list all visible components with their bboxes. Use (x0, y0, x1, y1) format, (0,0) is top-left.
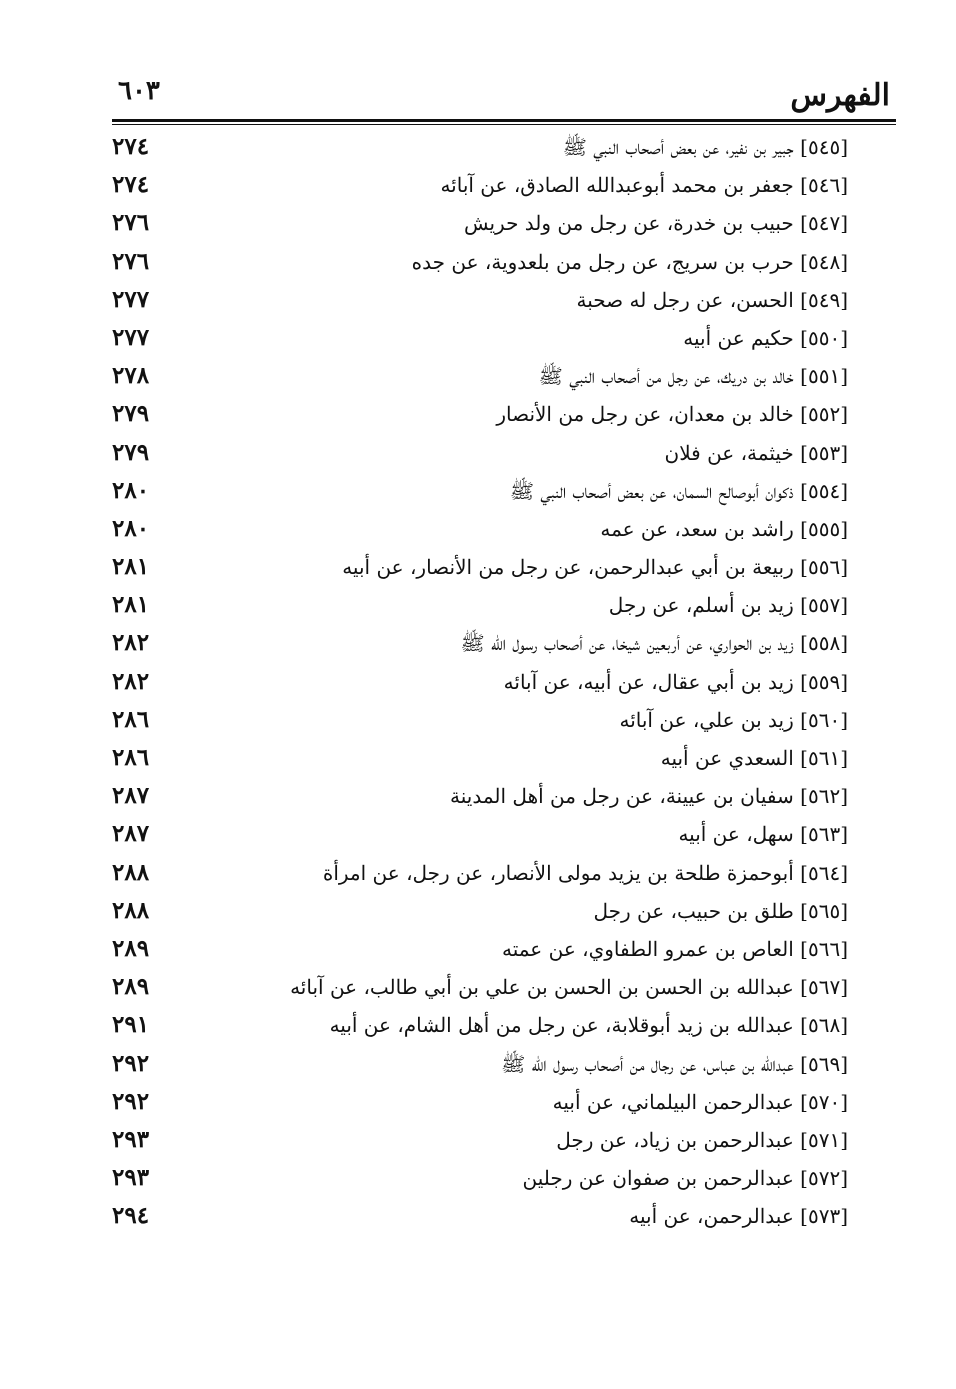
entry-number: ٥٥٨ (807, 631, 841, 656)
index-entry (112, 972, 848, 1010)
entry-page-number: ٢٨١ (112, 591, 150, 619)
entry-title: خالد بن معدان، عن رجل من الأنصار (496, 402, 794, 427)
entry-number: ٥٦٨ (807, 1013, 841, 1038)
entry-title: خالد بن دريك، عن رجل من أصحاب النبي ﷺ (538, 364, 794, 389)
entry-number: ٥٥٣ (807, 440, 841, 465)
index-entry (112, 552, 848, 590)
index-entry (112, 1049, 848, 1087)
entry-number: ٥٤٦ (807, 173, 841, 198)
entry-page-number: ٢٨٧ (112, 820, 150, 848)
entry-number: ٥٥٤ (807, 478, 841, 503)
entry-page-number: ٢٩١ (112, 1011, 150, 1039)
entry-page-number: ٢٩٢ (112, 1087, 150, 1115)
index-entry (112, 858, 848, 896)
index-entry (112, 247, 848, 285)
index-entry (112, 743, 848, 781)
entry-title: زيد بن أسلم، عن رجل (608, 593, 794, 618)
entry-text-line: [٥٤٨] حرب بن سريج، عن رجل من بلعدوية، عن جده (411, 249, 848, 274)
index-entry (112, 132, 848, 170)
entry-text-line: [٥٦٦] العاص بن عمرو الطفاوي، عن عمته (501, 936, 848, 961)
index-entry (112, 781, 848, 819)
entry-title: ذكوان أبوصالح السمان، عن بعض أصحاب النبي ﷺ (509, 478, 794, 503)
entry-text-line: [٥٥٧] زيد بن أسلم، عن رجل (608, 593, 848, 618)
index-entry (112, 323, 848, 361)
index-entry (112, 590, 848, 628)
entry-page-number: ٢٨٨ (112, 896, 150, 924)
entry-number: ٥٦٥ (807, 898, 841, 923)
entry-number: ٥٦٣ (807, 822, 841, 847)
entry-title: عبدالرحمن البيلماني، عن أبيه (552, 1089, 794, 1114)
entry-text-line: [٥٦٥] طلق بن حبيب، عن رجل (593, 898, 848, 923)
entry-text-line: [٥٧٠] عبدالرحمن البيلماني، عن أبيه (552, 1089, 848, 1114)
entry-text-line: [٥٦٤] أبوحمزة طلحة بن يزيد مولى الأنصار، عن رجل، عن امرأة (322, 860, 848, 885)
entry-number: ٥٤٧ (807, 211, 841, 236)
entry-page-number: ٢٧٧ (112, 285, 150, 313)
entry-text-line: [٥٥٠] حكيم عن أبيه (683, 325, 848, 350)
entry-title: جبير بن نفير، عن بعض أصحاب النبي ﷺ (562, 135, 794, 159)
entry-text-line: [٥٥٦] ربيعة بن أبي عبدالرحمن، عن رجل من الأنصار، عن أبيه (342, 555, 848, 580)
entry-number: ٥٧٠ (807, 1089, 841, 1114)
entry-page-number: ٢٧٩ (112, 438, 150, 466)
entry-title: عبدالرحمن، عن أبيه (629, 1204, 794, 1229)
header-rule (112, 119, 896, 122)
entry-title: العاص بن عمرو الطفاوي، عن عمته (501, 936, 794, 961)
entry-text-line: [٥٧٢] عبدالرحمن بن صفوان عن رجلين (522, 1166, 848, 1191)
entry-title: السعدي عن أبيه (660, 746, 794, 770)
page-header (112, 78, 896, 118)
entry-text-line: [٥٥٩] زيد بن أبي عقال، عن أبيه، عن آبائه (503, 669, 848, 694)
entry-title: حبيب بن خدرة، عن رجل من ولد حريش (463, 211, 794, 236)
entry-page-number: ٢٨٩ (112, 973, 150, 1001)
page-number: ٦٠٣ (118, 76, 160, 106)
entry-title: سهل، عن أبيه (678, 822, 794, 847)
index-entry (112, 896, 848, 934)
entry-text-line: [٥٥٥] راشد بن سعد، عن عمه (600, 516, 848, 541)
entry-text-line: [٥٥٢] خالد بن معدان، عن رجل من الأنصار (496, 402, 848, 427)
entry-page-number: ٢٨٢ (112, 629, 150, 657)
entry-title: عبدالرحمن بن صفوان عن رجلين (522, 1166, 794, 1191)
entry-page-number: ٢٨٠ (112, 476, 150, 504)
entry-page-number: ٢٩٣ (112, 1164, 150, 1192)
entry-text-line: [٥٥٤] ذكوان أبوصالح السمان، عن بعض أصحاب النبي ﷺ (509, 478, 848, 503)
index-entry (112, 476, 848, 514)
entry-page-number: ٢٩٢ (112, 1049, 150, 1077)
entry-text-line: [٥٤٦] جعفر بن محمد أبوعبدالله الصادق، عن آبائه (440, 173, 848, 198)
index-entry (112, 1087, 848, 1125)
entry-title: حكيم عن أبيه (683, 325, 794, 350)
entry-text-line: [٥٦٧] عبدالله بن الحسن بن الحسن بن علي بن أبي طالب، عن آبائه (290, 975, 848, 1000)
index-entry (112, 208, 848, 246)
entry-page-number: ٢٧٦ (112, 247, 150, 275)
entry-number: ٥٤٨ (807, 249, 841, 274)
entry-title: عبدالله بن الحسن بن الحسن بن علي بن أبي طالب، عن آبائه (290, 975, 794, 1000)
entry-title: زيد بن الحواري، عن أربعين شيخا، عن أصحاب رسول الله ﷺ (460, 631, 794, 656)
index-entry (112, 438, 848, 476)
entry-text-line: [٥٤٧] حبيب بن خدرة، عن رجل من ولد حريش (463, 211, 848, 236)
entry-number: ٥٥٧ (807, 593, 841, 618)
entry-page-number: ٢٨٢ (112, 667, 150, 695)
entry-number: ٥٦١ (807, 746, 841, 770)
entry-page-number: ٢٧٤ (112, 171, 150, 199)
entry-page-number: ٢٩٣ (112, 1125, 150, 1153)
entry-text-line: [٥٦٠] زيد بن علي، عن آبائه (619, 707, 848, 732)
index-entry (112, 628, 848, 666)
entry-title: خيثمة، عن فلان (664, 440, 794, 465)
entry-page-number: ٢٨٦ (112, 705, 150, 733)
entry-text-line: [٥٧١] عبدالرحمن بن زياد، عن رجل (556, 1127, 848, 1152)
index-entry (112, 361, 848, 399)
entry-number: ٥٥١ (807, 364, 841, 389)
entry-number: ٥٦٢ (807, 784, 841, 809)
entry-title: سفيان بن عيينة، عن رجل من أهل المدينة (450, 784, 794, 809)
entry-text-line: [٥٦٩] عبدالله بن عباس، عن رجال من أصحاب رسول الله ﷺ (501, 1051, 848, 1076)
entry-number: ٥٧٢ (807, 1166, 841, 1191)
entry-title: طلق بن حبيب، عن رجل (593, 898, 794, 923)
entry-title: عبدالله بن زيد أبوقلابة، عن رجل من أهل الشام، عن أبيه (329, 1013, 794, 1038)
entry-text-line: [٥٤٩] الحسن، عن رجل له صحبة (576, 287, 848, 312)
entry-number: ٥٦٧ (807, 975, 841, 1000)
entry-text-line: [٥٦١] السعدي عن أبيه (660, 746, 848, 770)
entry-number: ٥٧١ (807, 1127, 841, 1152)
entry-title: جعفر بن محمد أبوعبدالله الصادق، عن آبائه (440, 173, 794, 198)
index-entry (112, 667, 848, 705)
entry-number: ٥٧٣ (807, 1204, 841, 1229)
entry-page-number: ٢٧٧ (112, 323, 150, 351)
index-entry (112, 1201, 848, 1239)
index-entry (112, 1125, 848, 1163)
entry-title: زيد بن علي، عن آبائه (619, 707, 794, 732)
index-entry (112, 285, 848, 323)
entry-page-number: ٢٧٨ (112, 362, 150, 390)
entry-page-number: ٢٧٦ (112, 209, 150, 237)
entry-number: ٥٥٢ (807, 402, 841, 427)
index-entry (112, 399, 848, 437)
entry-page-number: ٢٨٨ (112, 858, 150, 886)
entry-page-number: ٢٨٦ (112, 744, 150, 771)
entry-number: ٥٦٩ (807, 1051, 841, 1076)
entry-page-number: ٢٩٤ (112, 1202, 150, 1230)
entry-number: ٥٤٥ (807, 135, 841, 159)
entry-number: ٥٥٥ (807, 516, 841, 541)
entry-number: ٥٦٦ (807, 936, 841, 961)
entry-page-number: ٢٨٧ (112, 782, 150, 810)
entry-number: ٥٥٠ (807, 325, 841, 350)
entry-number: ٥٥٦ (807, 555, 841, 580)
entry-title: راشد بن سعد، عن عمه (600, 516, 794, 541)
entry-text-line: [٥٥٨] زيد بن الحواري، عن أربعين شيخا، عن أصحاب رسول الله ﷺ (460, 631, 848, 656)
index-entry (112, 1163, 848, 1201)
entry-title: عبدالرحمن بن زياد، عن رجل (556, 1127, 794, 1152)
entry-page-number: ٢٨٠ (112, 514, 150, 542)
entry-text-line: [٥٤٥] جبير بن نفير، عن بعض أصحاب النبي ﷺ (562, 135, 848, 159)
index-entry (112, 170, 848, 208)
entry-page-number: ٢٧٩ (112, 400, 150, 428)
entry-title: ربيعة بن أبي عبدالرحمن، عن رجل من الأنصار، عن أبيه (342, 555, 794, 580)
index-entry (112, 705, 848, 743)
entry-title: أبوحمزة طلحة بن يزيد مولى الأنصار، عن رجل، عن امرأة (322, 860, 794, 885)
entry-page-number: ٢٧٤ (112, 133, 150, 160)
entry-title: عبدالله بن عباس، عن رجال من أصحاب رسول الله ﷺ (501, 1051, 794, 1076)
entry-text-line: [٥٧٣] عبدالرحمن، عن أبيه (629, 1204, 848, 1229)
entry-text-line: [٥٥٣] خيثمة، عن فلان (664, 440, 848, 465)
entry-title: زيد بن أبي عقال، عن أبيه، عن آبائه (503, 669, 794, 694)
page-title: الفهرس (790, 78, 890, 113)
entry-page-number: ٢٨٩ (112, 934, 150, 962)
entry-title: الحسن، عن رجل له صحبة (576, 287, 794, 312)
entry-text-line: [٥٥١] خالد بن دريك، عن رجل من أصحاب النبي ﷺ (538, 364, 848, 389)
entry-number: ٥٦٠ (807, 707, 841, 732)
entry-text-line: [٥٦٨] عبدالله بن زيد أبوقلابة، عن رجل من أهل الشام، عن أبيه (329, 1013, 848, 1038)
entry-text-line: [٥٦٢] سفيان بن عيينة، عن رجل من أهل المدينة (450, 784, 848, 809)
index-entry (112, 934, 848, 972)
index-entry (112, 819, 848, 857)
index-entries (112, 132, 848, 1239)
header-rule-thin (112, 124, 896, 125)
index-entry (112, 1010, 848, 1048)
entry-number: ٥٤٩ (807, 287, 841, 312)
entry-title: حرب بن سريج، عن رجل من بلعدوية، عن جده (411, 249, 794, 274)
index-entry (112, 514, 848, 552)
entry-text-line: [٥٦٣] سهل، عن أبيه (678, 822, 848, 847)
entry-page-number: ٢٨١ (112, 553, 150, 581)
entry-number: ٥٦٤ (807, 860, 841, 885)
entry-number: ٥٥٩ (807, 669, 841, 694)
